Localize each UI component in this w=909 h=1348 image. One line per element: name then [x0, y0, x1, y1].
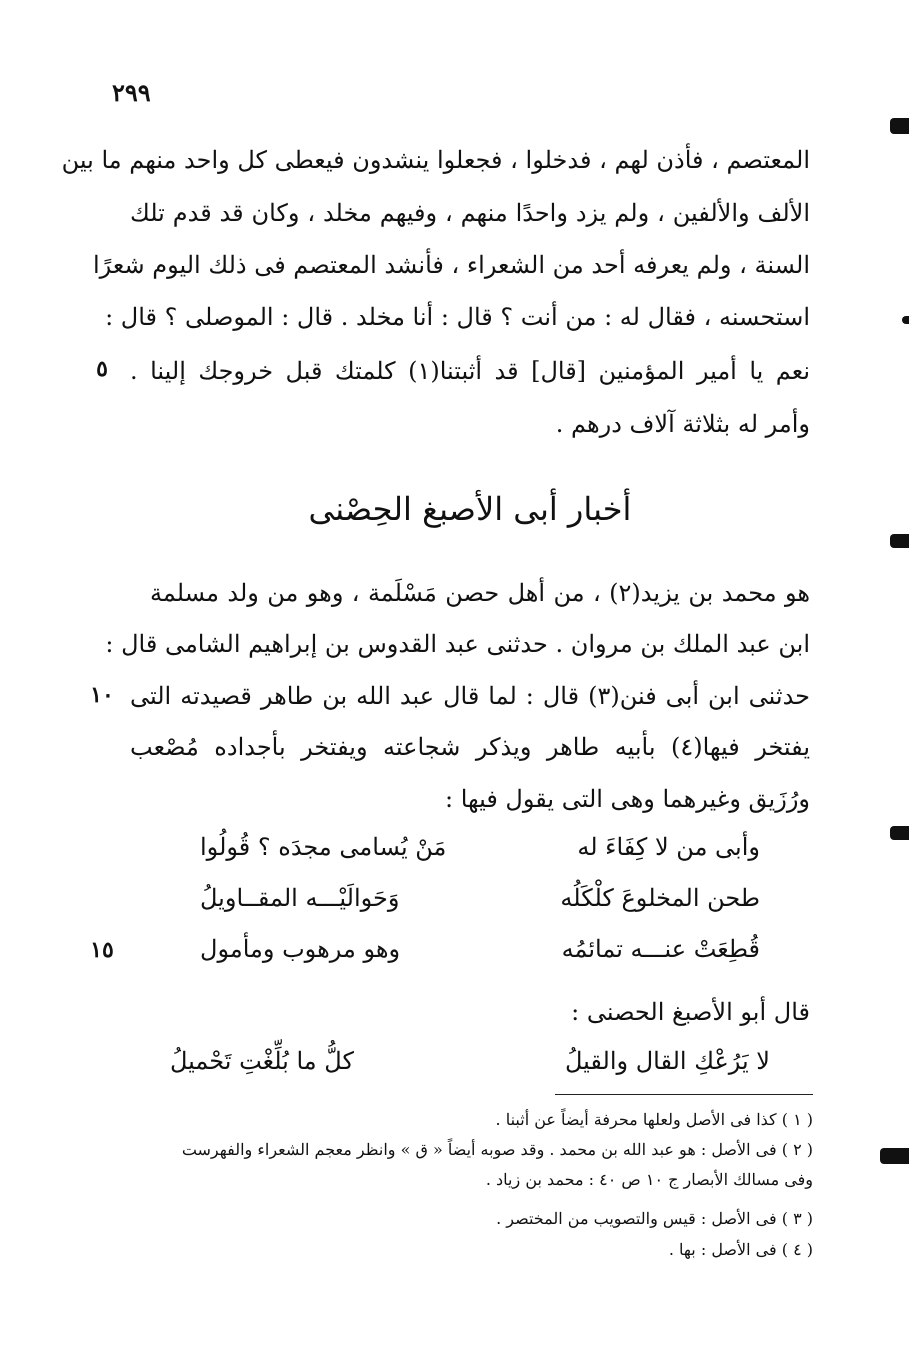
text-line: الألف والألفين ، ولم يزد واحدًا منهم ، وفيهم مخلد ، وكان قد قدم تلك: [130, 199, 810, 227]
verse-line: [200, 833, 760, 873]
footnote: ( ١ ) كذا فى الأصل ولعلها محرفة أيضاً عن أثبنا .: [495, 1110, 813, 1129]
verse-line: [200, 935, 760, 975]
scan-edge-mark: [890, 826, 909, 840]
text-line: وأمر له بثلاثة آلاف درهم .: [555, 410, 810, 438]
verse-hemistich-right: طحن المخلوعَ كلْكَلُه: [560, 884, 760, 912]
footnote: ( ٤ ) فى الأصل : بها .: [668, 1240, 813, 1259]
line-number-5: ٥: [96, 356, 108, 382]
verse-hemistich-right: لا يَرُعْكِ القال والقيلُ: [564, 1047, 770, 1075]
text-line: ورُزَيق وغيرهما وهى التى يقول فيها :: [444, 785, 810, 813]
verse-hemistich-left: مَنْ يُسامى مجدَه ؟ قُولُوا: [200, 833, 447, 861]
footnote: ( ٢ ) فى الأصل : هو عبد الله بن محمد . وقد صوبه أيضاً « ق » وانظر معجم الشعراء والفهرست: [181, 1140, 813, 1159]
footnote-continuation: وفى مسالك الأبصار ج ١٠ ص ٤٠ : محمد بن زياد .: [485, 1170, 813, 1189]
text-line: حدثنى ابن أبى فنن(٣) قال : لما قال عبد الله بن طاهر قصيدته التى: [130, 682, 811, 710]
verse-line: [200, 884, 760, 924]
line-number-10: ١٠: [90, 682, 114, 708]
footnote: ( ٣ ) فى الأصل : قيس والتصويب من المختصر .: [496, 1209, 813, 1228]
text-line: ابن عبد الملك بن مروان . حدثنى عبد القدوس بن إبراهيم الشامى قال :: [105, 630, 810, 658]
text-line: هو محمد بن يزيد(٢) ، من أهل حصن مَسْلَمة ، وهو من ولد مسلمة: [150, 579, 810, 607]
scan-edge-mark: [890, 534, 909, 548]
verse-hemistich-right: وأبى من لا كِفَاءَ له: [577, 833, 760, 861]
section-heading: أخبار أبى الأصبغ الحِصْنى: [308, 490, 632, 528]
verse-hemistich-left: كلُّ ما بُلِّغْتِ تَحْميلُ: [170, 1047, 354, 1075]
text-line: يفتخر فيها(٤) بأبيه طاهر ويذكر شجاعته ويفتخر بأجداده مُصْعب: [130, 733, 810, 761]
line-number-15: ١٥: [90, 937, 114, 963]
footnote-rule: [555, 1094, 813, 1095]
text-line: استحسنه ، فقال له : من أنت ؟ قال : أنا مخلد . قال : الموصلى ؟ قال :: [105, 303, 810, 331]
verse-hemistich-left: وهو مرهوب ومأمول: [200, 935, 401, 963]
scan-edge-mark: [890, 118, 909, 134]
verse-hemistich-left: وَحَوالَيْـــه المقــاويلُ: [200, 884, 400, 912]
verse-line: [170, 1047, 770, 1087]
scan-edge-mark: [880, 1148, 909, 1164]
text-line: السنة ، ولم يعرفه أحد من الشعراء ، فأنشد المعتصم فى ذلك اليوم شعرًا: [93, 251, 810, 279]
scan-edge-mark: [902, 316, 909, 324]
page-number: ٢٩٩: [112, 78, 151, 107]
text-line: نعم يا أمير المؤمنين [قال] قد أثبتنا(١) كلمتك قبل خروجك إلينا .: [130, 357, 811, 385]
verse-hemistich-right: قُطِعَتْ عنـــه تمائمُه: [561, 935, 760, 963]
verse-intro: قال أبو الأصبغ الحصنى :: [571, 998, 810, 1026]
text-line: المعتصم ، فأذن لهم ، فدخلوا ، فجعلوا ينشدون فيعطى كل واحد منهم ما بين: [61, 146, 810, 174]
